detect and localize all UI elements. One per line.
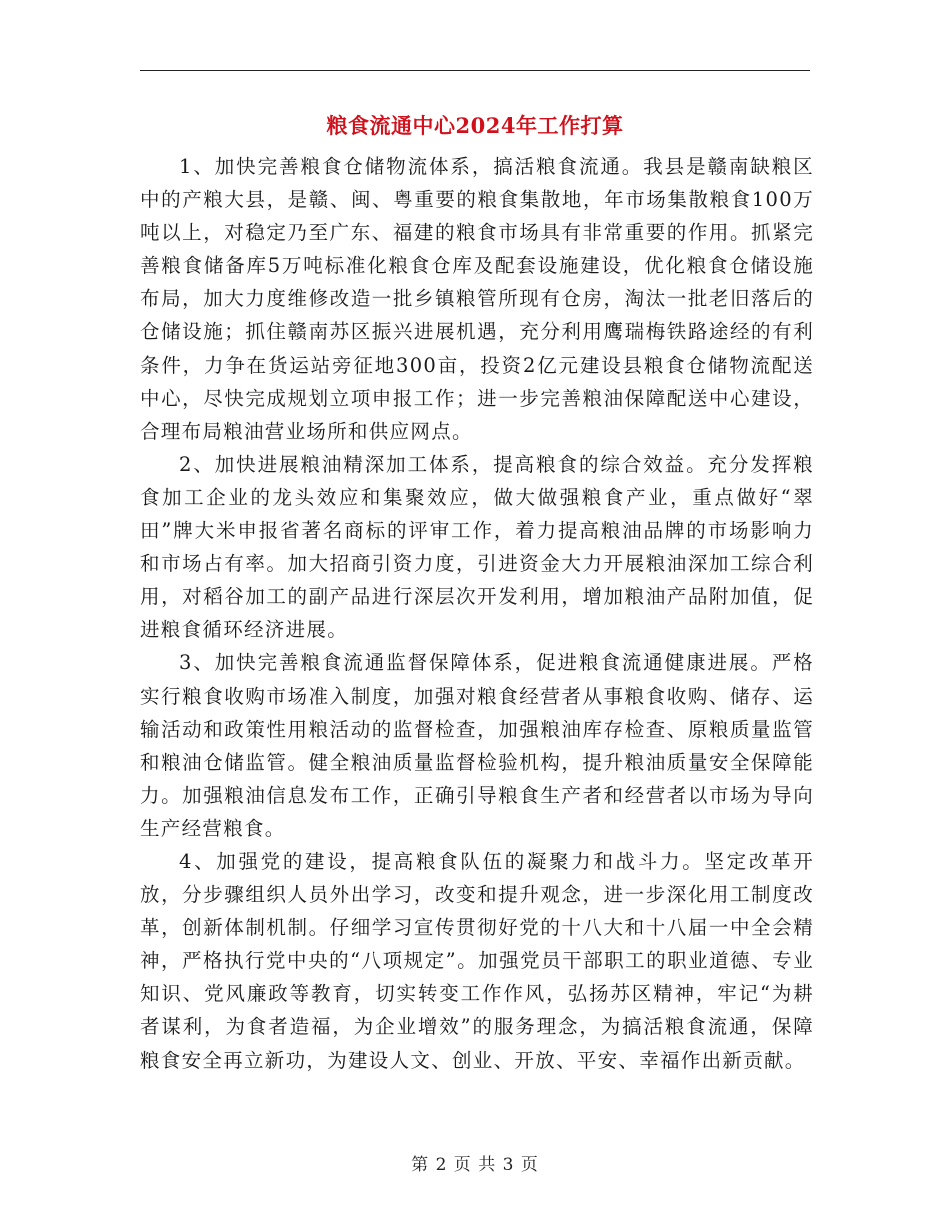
paragraph-4: 4、加强党的建设，提高粮食队伍的凝聚力和战斗力。坚定改革开放，分步骤组织人员外出学习，改变和提升观念，进一步深化用工制度改革，创新体制机制。仔细学习宣传贯彻好党的十八大和十八届一中全会精神，严格执行党中央的“八项规定”。加强党员干部职工的职业道德、专业知识、党风廉政等教育，切实转变工作作风，弘扬苏区精神，牢记“为耕者谋利，为食者造福，为企业增效”的服务理念，为搞活粮食流通，保障粮食安全再立新功，为建设人文、创业、开放、平安、幸福作出新贡献。 bbox=[140, 849, 814, 1072]
page-number: 第 2 页 共 3 页 bbox=[411, 1155, 539, 1175]
paragraph-3: 3、加快完善粮食流通监督保障体系，促进粮食流通健康进展。严格实行粮食收购市场准入制度，加强对粮食经营者从事粮食收购、储存、运输活动和政策性用粮活动的监督检查，加强粮油库存检查、原粮质量监管和粮油仓储监管。健全粮油质量监督检验机构，提升粮油质量安全保障能力。加强粮油信息发布工作，正确引导粮食生产者和经营者以市场为导向生产经营粮食。 bbox=[140, 651, 814, 840]
paragraph-2: 2、加快进展粮油精深加工体系，提高粮食的综合效益。充分发挥粮食加工企业的龙头效应和集聚效应，做大做强粮食产业，重点做好“翠田”牌大米申报省著名商标的评审工作，着力提高粮油品牌的市场影响力和市场占有率。加大招商引资力度，引进资金大力开展粮油深加工综合利用，对稻谷加工的副产品进行深层次开发利用，增加粮油产品附加值，促进粮食循环经济进展。 bbox=[140, 452, 814, 642]
paragraph-1: 1、加快完善粮食仓储物流体系，搞活粮食流通。我县是赣南缺粮区中的产粮大县，是赣、闽、粤重要的粮食集散地，年市场集散粮食100万吨以上，对稳定乃至广东、福建的粮食市场具有非常重要的作用。抓紧完善粮食储备库5万吨标准化粮食仓库及配套设施建设，优化粮食仓储设施布局，加大力度维修改造一批乡镇粮管所现有仓房，淘汰一批老旧落后的仓储设施；抓住赣南苏区振兴进展机遇，充分利用鹰瑞梅铁路途经的有利条件，力争在货运站旁征地300亩，投资2亿元建设县粮食仓储物流配送中心，尽快完成规划立项申报工作；进一步完善粮油保障配送中心建设，合理布局粮油营业场所和供应网点。 bbox=[140, 155, 814, 443]
document-body bbox=[140, 150, 814, 1077]
document-title: 粮食流通中心2024年工作打算 bbox=[326, 113, 624, 138]
header-rule bbox=[140, 70, 810, 71]
